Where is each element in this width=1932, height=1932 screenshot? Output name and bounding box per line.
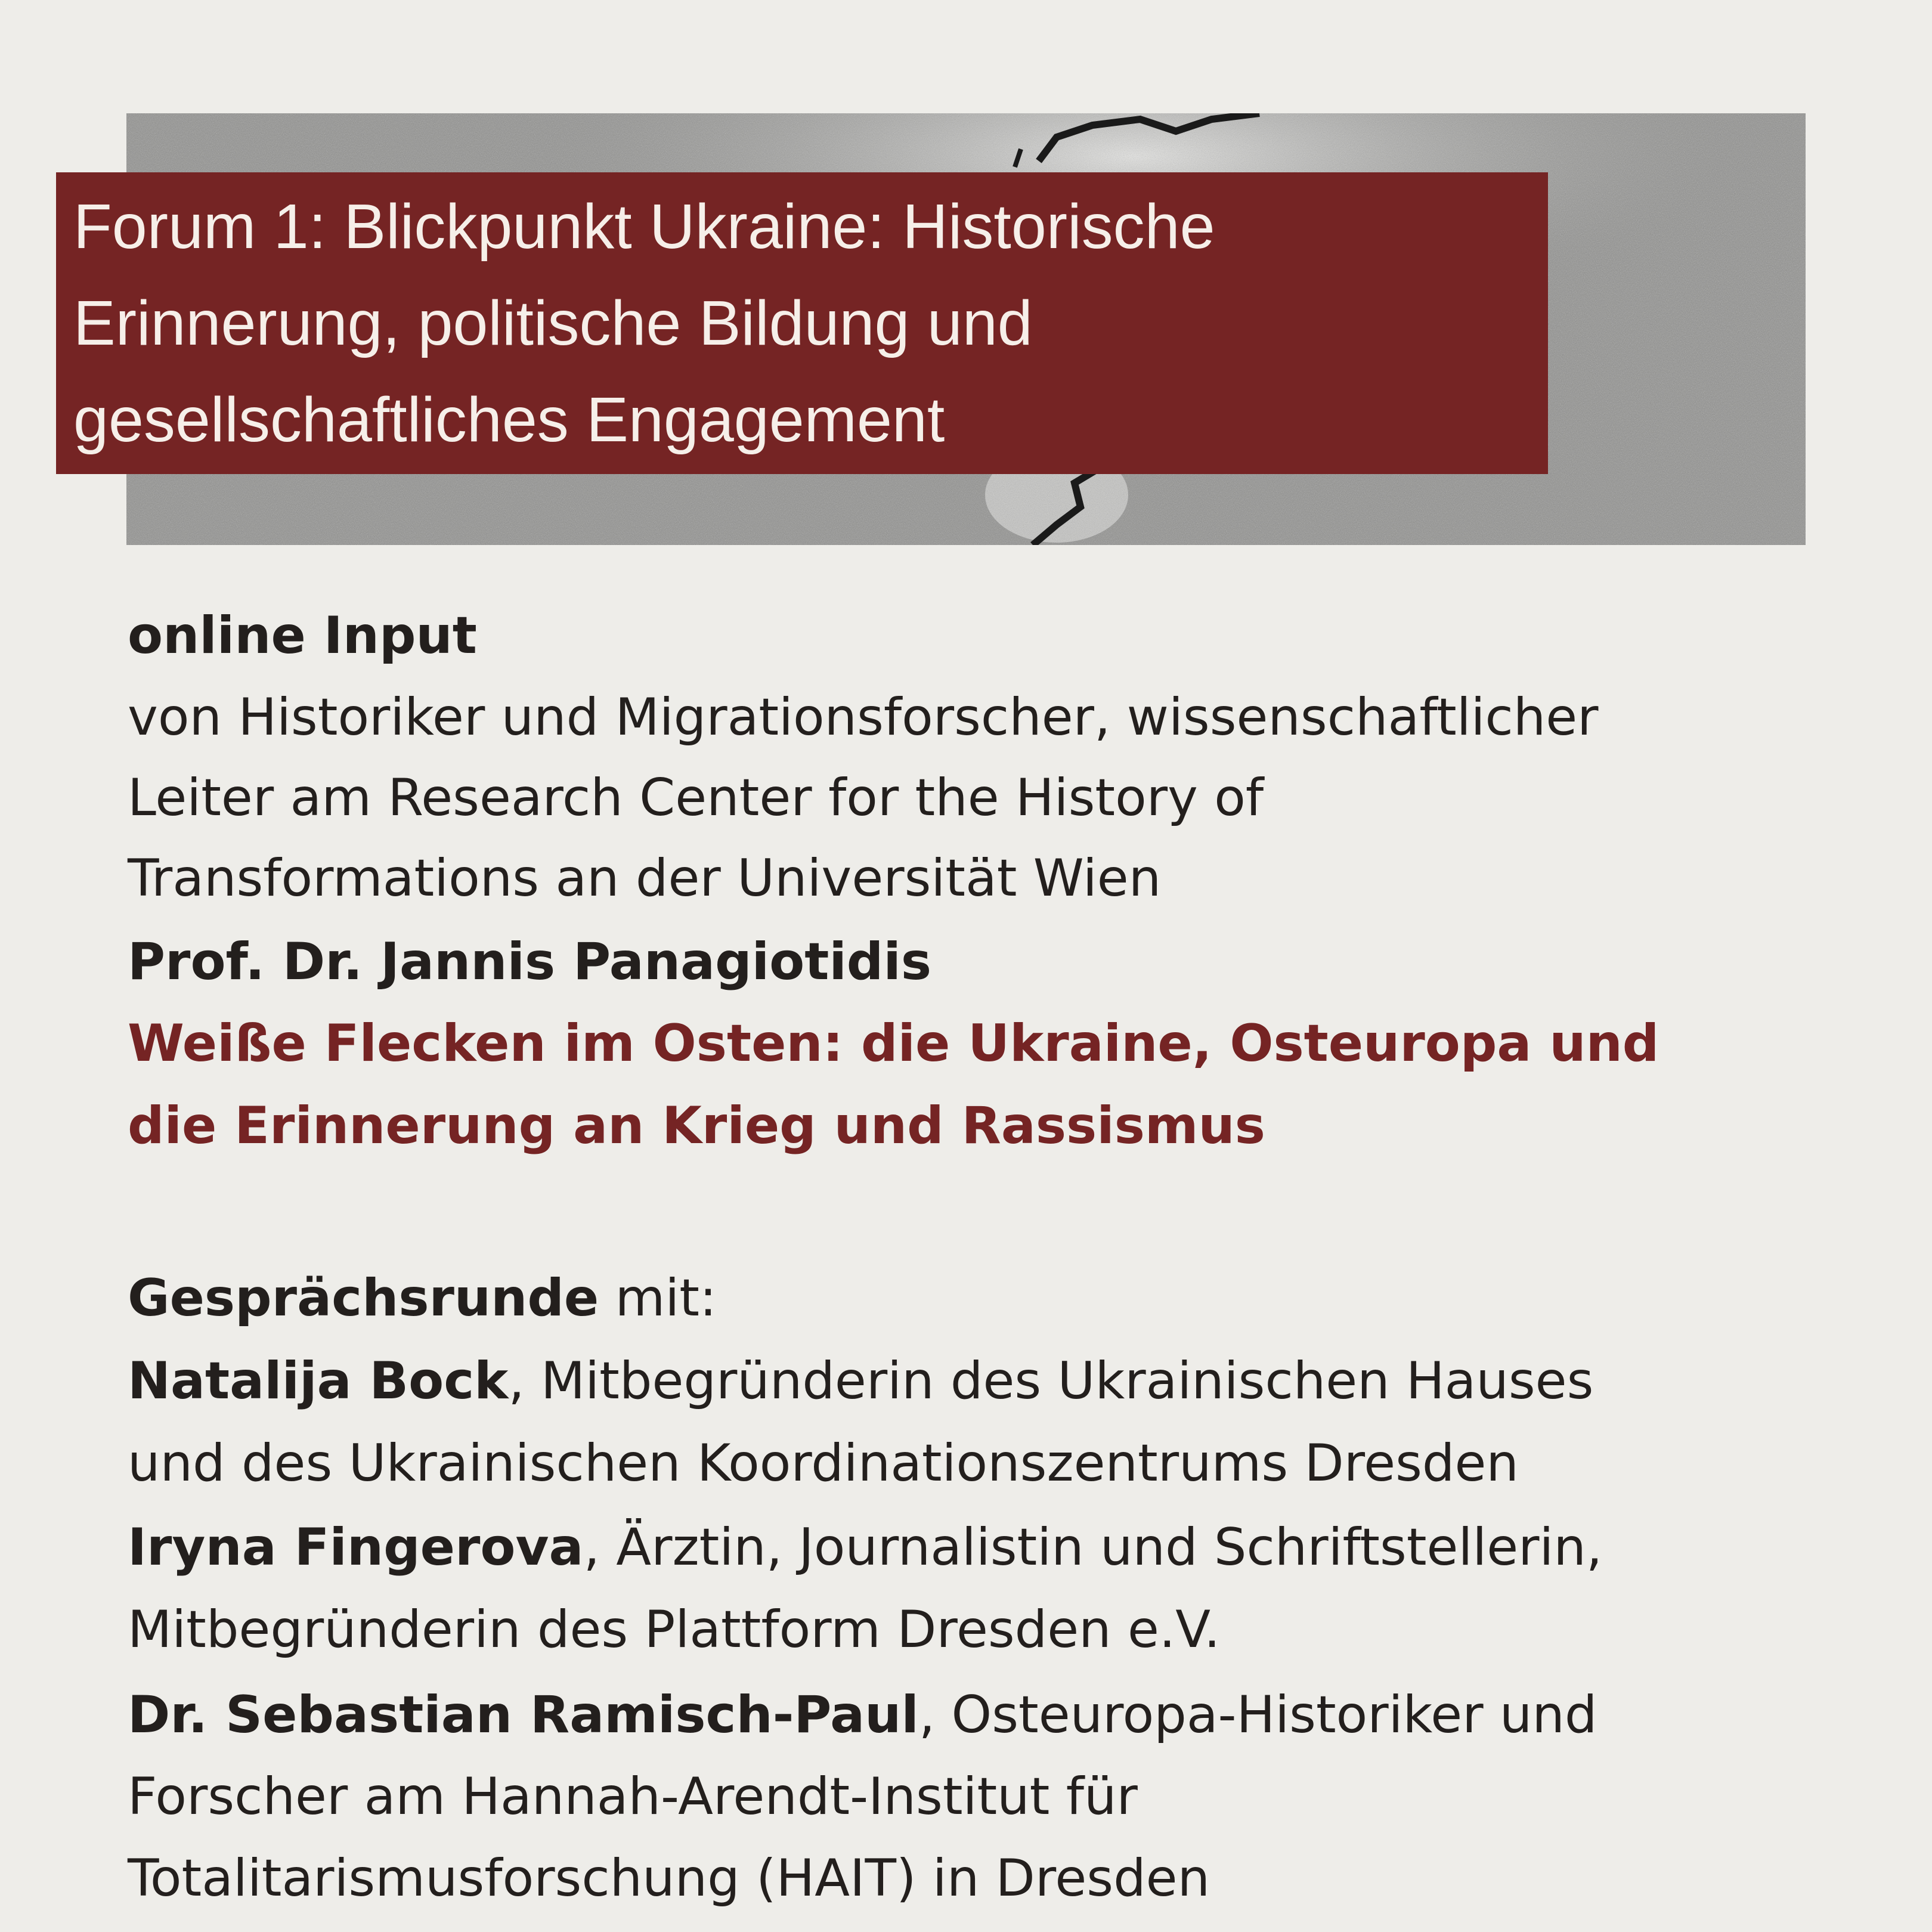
- participant-role: , Mitbegründerin des Ukrainischen Hauses: [508, 1351, 1594, 1411]
- forum-title-line-3: gesellschaftliches Engagement: [73, 385, 945, 455]
- participant-3-role-continued: Forscher am Hannah-Arendt-Institut für: [128, 1767, 1138, 1826]
- participant-name: Iryna Fingerova: [128, 1518, 584, 1577]
- speaker-description-line-2: Leiter am Research Center for the History of: [128, 768, 1264, 828]
- participant-2: [128, 1518, 1602, 1577]
- participant-2-role-continued: Mitbegründerin des Plattform Dresden e.V.: [128, 1600, 1221, 1659]
- participant-role: , Osteuropa-Historiker und: [918, 1685, 1597, 1745]
- discussion-heading: [128, 1268, 717, 1328]
- participant-3: [128, 1685, 1597, 1745]
- talk-title-line-1: Weiße Flecken im Osten: die Ukraine, Osteuropa und: [128, 1014, 1659, 1073]
- talk-title-line-2: die Erinnerung an Krieg und Rassismus: [128, 1096, 1265, 1156]
- participant-1: [128, 1351, 1593, 1411]
- forum-title-line-1: Forum 1: Blickpunkt Ukraine: Historische: [73, 191, 1215, 262]
- speaker-name: Prof. Dr. Jannis Panagiotidis: [128, 932, 932, 992]
- participant-1-role-continued: und des Ukrainischen Koordinationszentrums Dresden: [128, 1433, 1519, 1493]
- participant-name: Natalija Bock: [128, 1351, 509, 1411]
- forum-title-line-2: Erinnerung, politische Bildung und: [73, 288, 1033, 358]
- discussion-heading-suffix: mit:: [599, 1268, 717, 1328]
- speaker-description-line-1: von Historiker und Migrationsforscher, wissenschaftlicher: [128, 688, 1599, 747]
- participant-3-role-continued-2: Totalitarismusforschung (HAIT) in Dresden: [128, 1849, 1210, 1908]
- participant-role: , Ärztin, Journalistin und Schriftstellerin,: [583, 1518, 1603, 1577]
- speaker-description-line-3: Transformations an der Universität Wien: [128, 849, 1162, 908]
- discussion-heading-label: Gesprächsrunde: [128, 1268, 599, 1328]
- online-input-heading: online Input: [128, 606, 477, 665]
- participant-name: Dr. Sebastian Ramisch-Paul: [128, 1685, 919, 1745]
